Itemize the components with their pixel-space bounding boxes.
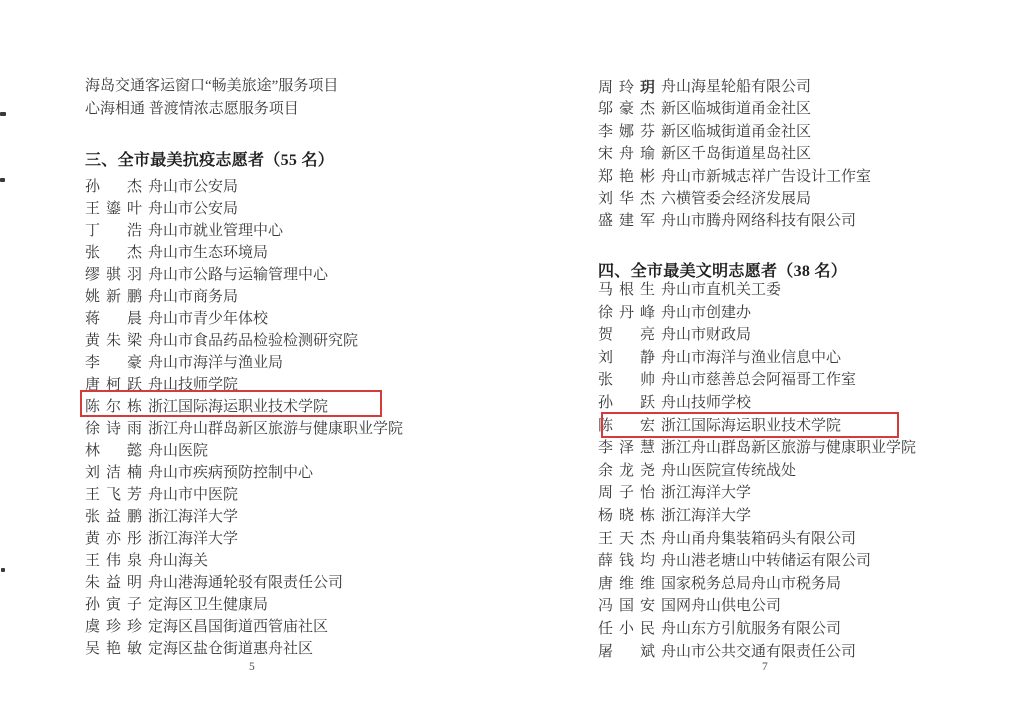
volunteer-row xyxy=(598,279,916,302)
page-number-left: 5 xyxy=(249,661,255,673)
volunteer-organization: 舟山市生态环境局 xyxy=(148,245,269,261)
volunteer-organization: 浙江国际海运职业技术学院 xyxy=(661,417,842,434)
volunteer-organization: 舟山医院 xyxy=(148,443,209,459)
volunteer-organization: 舟山市海洋与渔业局 xyxy=(148,355,284,371)
volunteer-name: 邬豪杰 xyxy=(598,101,655,118)
volunteer-organization: 舟山海星轮船有限公司 xyxy=(661,79,812,95)
volunteer-row xyxy=(85,484,403,506)
volunteer-organization: 浙江舟山群岛新区旅游与健康职业学院 xyxy=(661,440,917,457)
volunteer-row xyxy=(85,506,403,528)
volunteer-name: 蒋 晨 xyxy=(85,311,142,327)
volunteer-name: 陈尔栋 xyxy=(85,399,142,415)
volunteer-row xyxy=(85,528,403,550)
volunteer-name: 李娜芬 xyxy=(598,123,655,140)
volunteer-name: 林 懿 xyxy=(85,443,142,459)
volunteer-row xyxy=(598,369,916,392)
volunteer-organization: 浙江国际海运职业技术学院 xyxy=(148,399,329,415)
volunteer-row xyxy=(598,528,916,551)
volunteer-organization: 舟山市公安局 xyxy=(148,179,239,195)
page-number-right: 7 xyxy=(762,661,768,673)
volunteer-organization: 定海区昌国街道西管庙社区 xyxy=(148,619,329,635)
volunteer-row xyxy=(85,418,403,440)
volunteer-row xyxy=(85,286,403,308)
volunteer-organization: 舟山港老塘山中转储运有限公司 xyxy=(661,553,872,570)
volunteer-name: 唐维维 xyxy=(598,575,655,592)
volunteer-organization: 舟山技师学院 xyxy=(148,377,239,393)
volunteer-name-bold-char: 玥 xyxy=(639,78,655,96)
volunteer-organization: 舟山市财政局 xyxy=(661,327,752,344)
volunteer-row xyxy=(598,324,916,347)
volunteer-organization: 舟山市腾舟网络科技有限公司 xyxy=(661,213,857,230)
volunteer-organization: 舟山市公安局 xyxy=(148,201,239,217)
volunteer-row xyxy=(598,76,871,98)
volunteer-name: 任小民 xyxy=(598,620,655,637)
volunteer-organization: 舟山海关 xyxy=(148,553,209,569)
volunteer-name: 屠 斌 xyxy=(598,643,655,660)
volunteer-organization: 定海区盐仓街道惠舟社区 xyxy=(148,641,314,657)
volunteer-organization: 舟山市慈善总会阿福哥工作室 xyxy=(661,372,857,389)
volunteer-row xyxy=(85,308,403,330)
volunteer-list-continued xyxy=(598,76,871,233)
volunteer-organization: 定海区卫生健康局 xyxy=(148,597,269,613)
volunteer-organization: 新区千岛街道星岛社区 xyxy=(661,146,812,163)
volunteer-list-civilized xyxy=(598,279,916,663)
scan-artifact xyxy=(1,568,5,572)
volunteer-name: 吴艳敏 xyxy=(85,641,142,657)
volunteer-organization: 新区临城街道甬金社区 xyxy=(661,123,812,140)
volunteer-name: 徐诗雨 xyxy=(85,421,142,437)
volunteer-name: 虞珍珍 xyxy=(85,619,142,635)
volunteer-row xyxy=(85,176,403,198)
volunteer-name: 缪骐羽 xyxy=(85,267,142,283)
volunteer-name: 盛建军 xyxy=(598,213,655,230)
volunteer-row xyxy=(598,210,871,232)
volunteer-name: 陈 宏 xyxy=(598,417,655,434)
volunteer-name: 王鎏叶 xyxy=(85,201,142,217)
project-line: 心海相通 普渡情浓志愿服务项目 xyxy=(85,100,299,117)
volunteer-organization: 舟山东方引航服务有限公司 xyxy=(661,620,842,637)
volunteer-organization: 六横管委会经济发展局 xyxy=(661,190,812,207)
volunteer-name: 黄亦彤 xyxy=(85,531,142,547)
volunteer-organization: 舟山甬舟集装箱码头有限公司 xyxy=(661,530,857,547)
volunteer-name: 杨晓栋 xyxy=(598,507,655,524)
section-heading-civilized: 四、全市最美文明志愿者（38 名） xyxy=(598,263,848,280)
volunteer-organization: 浙江海洋大学 xyxy=(661,485,752,502)
volunteer-name: 马根生 xyxy=(598,282,655,298)
highlight-box-right xyxy=(601,412,899,438)
project-list xyxy=(85,75,338,120)
volunteer-name: 薛钱均 xyxy=(598,553,655,570)
scan-artifact xyxy=(0,112,6,116)
volunteer-row xyxy=(85,220,403,242)
volunteer-name: 宋舟瑜 xyxy=(598,146,655,163)
volunteer-row xyxy=(85,242,403,264)
volunteer-name: 唐柯跃 xyxy=(85,377,142,393)
volunteer-name: 孙寅子 xyxy=(85,597,142,613)
volunteer-organization: 舟山市就业管理中心 xyxy=(148,223,284,239)
volunteer-name: 张 帅 xyxy=(598,372,655,389)
volunteer-organization: 舟山市直机关工委 xyxy=(661,282,782,298)
volunteer-organization: 舟山港海通轮驳有限责任公司 xyxy=(148,575,344,591)
volunteer-name: 李 豪 xyxy=(85,355,142,371)
volunteer-name: 冯国安 xyxy=(598,598,655,615)
volunteer-row xyxy=(598,641,916,664)
volunteer-name: 徐丹峰 xyxy=(598,304,655,321)
volunteer-organization: 舟山市创建办 xyxy=(661,304,752,321)
volunteer-name: 朱益明 xyxy=(85,575,142,591)
volunteer-row xyxy=(85,594,403,616)
volunteer-organization: 舟山市商务局 xyxy=(148,289,239,305)
volunteer-name: 姚新鹏 xyxy=(85,289,142,305)
volunteer-organization: 舟山市公路与运输管理中心 xyxy=(148,267,329,283)
highlight-box-left xyxy=(80,390,382,417)
volunteer-row xyxy=(598,550,916,573)
volunteer-organization: 浙江海洋大学 xyxy=(661,507,752,524)
volunteer-organization: 舟山市疾病预防控制中心 xyxy=(148,465,314,481)
volunteer-organization: 舟山市公共交通有限责任公司 xyxy=(661,643,857,660)
volunteer-organization: 新区临城街道甬金社区 xyxy=(661,101,812,118)
volunteer-row xyxy=(85,352,403,374)
volunteer-row xyxy=(598,166,871,188)
volunteer-organization: 舟山市新城志祥广告设计工作室 xyxy=(661,168,872,185)
project-line: 海岛交通客运窗口“畅美旅途”服务项目 xyxy=(85,78,339,94)
section-heading-antiepidemic: 三、全市最美抗疫志愿者（55 名） xyxy=(85,152,335,169)
volunteer-row xyxy=(85,638,403,660)
volunteer-name: 刘 静 xyxy=(598,349,655,366)
volunteer-name: 张 杰 xyxy=(85,245,142,261)
volunteer-row xyxy=(85,440,403,462)
volunteer-row xyxy=(85,198,403,220)
volunteer-organization: 舟山市中医院 xyxy=(148,487,239,503)
volunteer-organization: 舟山市青少年体校 xyxy=(148,311,269,327)
volunteer-name: 余龙尧 xyxy=(598,462,655,479)
volunteer-row xyxy=(85,572,403,594)
volunteer-name: 周子怡 xyxy=(598,485,655,502)
volunteer-organization: 国网舟山供电公司 xyxy=(661,598,782,615)
volunteer-row xyxy=(598,460,916,483)
volunteer-row xyxy=(85,550,403,572)
scan-artifact xyxy=(0,178,5,182)
volunteer-name: 张益鹏 xyxy=(85,509,142,525)
volunteer-row xyxy=(598,437,916,460)
volunteer-name: 李泽慧 xyxy=(598,440,655,457)
volunteer-name: 王天杰 xyxy=(598,530,655,547)
volunteer-row xyxy=(598,595,916,618)
volunteer-row xyxy=(598,143,871,165)
volunteer-row xyxy=(85,462,403,484)
volunteer-row xyxy=(598,505,916,528)
volunteer-organization: 浙江海洋大学 xyxy=(148,531,239,547)
volunteer-row xyxy=(598,188,871,210)
volunteer-organization: 国家税务总局舟山市税务局 xyxy=(661,575,842,592)
volunteer-organization: 舟山医院宣传统战处 xyxy=(661,462,797,479)
volunteer-row xyxy=(85,616,403,638)
volunteer-row xyxy=(598,302,916,325)
volunteer-row xyxy=(598,347,916,370)
volunteer-row xyxy=(85,330,403,352)
volunteer-row xyxy=(598,121,871,143)
volunteer-name: 王飞芳 xyxy=(85,487,142,503)
volunteer-name: 丁 浩 xyxy=(85,223,142,239)
volunteer-name: 孙 跃 xyxy=(598,394,655,411)
volunteer-row xyxy=(598,482,916,505)
volunteer-name: 刘洁楠 xyxy=(85,465,142,481)
volunteer-name: 黄朱梁 xyxy=(85,333,142,349)
volunteer-row xyxy=(598,98,871,120)
volunteer-name: 王伟泉 xyxy=(85,553,142,569)
volunteer-organization: 舟山市海洋与渔业信息中心 xyxy=(661,349,842,366)
volunteer-organization: 浙江海洋大学 xyxy=(148,509,239,525)
volunteer-name: 郑艳彬 xyxy=(598,168,655,185)
volunteer-name: 孙 杰 xyxy=(85,179,142,195)
volunteer-name: 刘华杰 xyxy=(598,190,655,207)
volunteer-organization: 浙江舟山群岛新区旅游与健康职业学院 xyxy=(148,421,404,437)
volunteer-name: 周玲玥 xyxy=(598,78,655,96)
volunteer-list-antiepidemic xyxy=(85,176,403,660)
volunteer-name: 贺 亮 xyxy=(598,327,655,344)
volunteer-organization: 舟山技师学校 xyxy=(661,394,752,411)
volunteer-row xyxy=(598,573,916,596)
volunteer-row xyxy=(598,618,916,641)
volunteer-row xyxy=(85,264,403,286)
volunteer-organization: 舟山市食品药品检验检测研究院 xyxy=(148,333,359,349)
